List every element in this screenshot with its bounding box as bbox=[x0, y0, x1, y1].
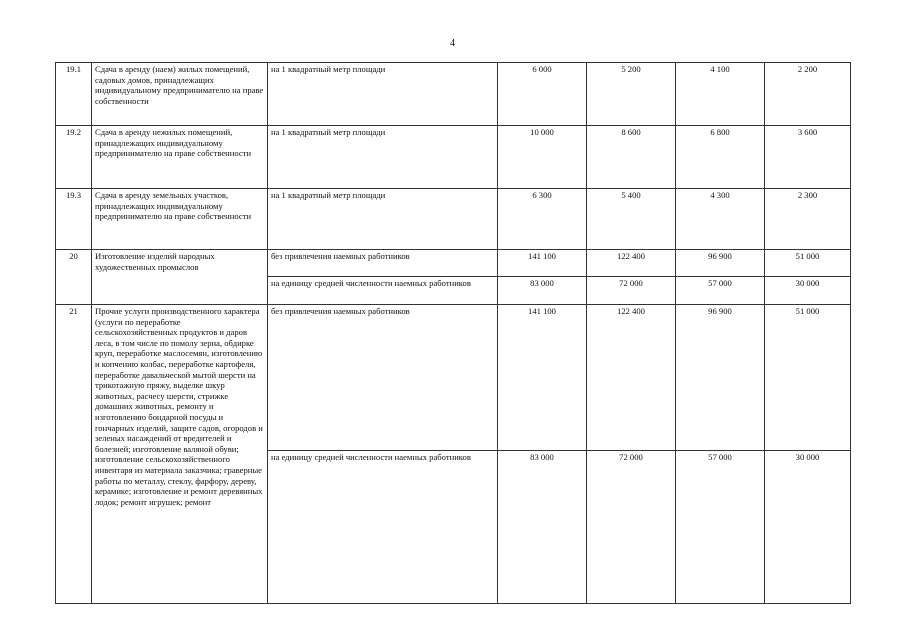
row-number: 20 bbox=[56, 250, 92, 305]
value-cell: 5 200 bbox=[587, 63, 676, 126]
value-cell: 4 300 bbox=[676, 189, 765, 250]
value-cell: 5 400 bbox=[587, 189, 676, 250]
calculation-basis: на единицу средней численности наемных работников bbox=[268, 277, 498, 305]
service-description: Прочие услуги производственного характера (услуги по переработке сельскохозяйственных продуктов и даров леса, в том числе по помолу зерна, обдирке круп, переработке маслосемян, изготовлению и копчению колбас, переработке картофеля, переработке давальческой мытой шерсти на трикотажную пряжу, выделке шкур животных, расчесу шерсти, стрижке домашних животных, ремонту и изготовлению бондарной посуды и гончарных изделий, защите садов, огородов и зеленых насаждений от вредителей и болезней; изготовление валяной обуви; изготовление сельскохозяйственного инвентаря из материала заказчика; граверные работы по металлу, стеклу, фарфору, дереву, керамике; изготовление и ремонт деревянных лодок; ремонт игрушек; ремонт bbox=[92, 305, 268, 604]
service-description: Сдача в аренду (наем) жилых помещений, садовых домов, принадлежащих индивидуальному предпринимателю на праве собственности bbox=[92, 63, 268, 126]
value-cell: 30 000 bbox=[765, 277, 851, 305]
value-cell: 72 000 bbox=[587, 451, 676, 604]
service-description: Сдача в аренду нежилых помещений, принадлежащих индивидуальному предпринимателю на праве собственности bbox=[92, 126, 268, 189]
calculation-basis: без привлечения наемных работников bbox=[268, 250, 498, 277]
value-cell: 6 300 bbox=[498, 189, 587, 250]
value-cell: 141 100 bbox=[498, 305, 587, 451]
value-cell: 51 000 bbox=[765, 250, 851, 277]
calculation-basis: на 1 квадратный метр площади bbox=[268, 63, 498, 126]
value-cell: 51 000 bbox=[765, 305, 851, 451]
calculation-basis: без привлечения наемных работников bbox=[268, 305, 498, 451]
value-cell: 141 100 bbox=[498, 250, 587, 277]
page-number: 4 bbox=[449, 38, 456, 49]
row-number: 19.3 bbox=[56, 189, 92, 250]
row-number: 19.2 bbox=[56, 126, 92, 189]
tax-rates-table bbox=[55, 62, 851, 604]
calculation-basis: на 1 квадратный метр площади bbox=[268, 189, 498, 250]
table-row bbox=[56, 189, 851, 250]
row-number: 21 bbox=[56, 305, 92, 604]
table-row bbox=[56, 250, 851, 277]
value-cell: 10 000 bbox=[498, 126, 587, 189]
table-row bbox=[56, 126, 851, 189]
service-description: Изготовление изделий народных художественных промыслов bbox=[92, 250, 268, 305]
value-cell: 6 800 bbox=[676, 126, 765, 189]
value-cell: 57 000 bbox=[676, 451, 765, 604]
value-cell: 4 100 bbox=[676, 63, 765, 126]
value-cell: 96 900 bbox=[676, 305, 765, 451]
value-cell: 83 000 bbox=[498, 451, 587, 604]
table-row bbox=[56, 305, 851, 451]
value-cell: 96 900 bbox=[676, 250, 765, 277]
table-row bbox=[56, 63, 851, 126]
value-cell: 83 000 bbox=[498, 277, 587, 305]
value-cell: 6 000 bbox=[498, 63, 587, 126]
service-description: Сдача в аренду земельных участков, принадлежащих индивидуальному предпринимателю на праве собственности bbox=[92, 189, 268, 250]
value-cell: 72 000 bbox=[587, 277, 676, 305]
value-cell: 2 200 bbox=[765, 63, 851, 126]
value-cell: 8 600 bbox=[587, 126, 676, 189]
calculation-basis: на единицу средней численности наемных работников bbox=[268, 451, 498, 604]
row-number: 19.1 bbox=[56, 63, 92, 126]
value-cell: 3 600 bbox=[765, 126, 851, 189]
value-cell: 57 000 bbox=[676, 277, 765, 305]
value-cell: 122 400 bbox=[587, 305, 676, 451]
value-cell: 2 300 bbox=[765, 189, 851, 250]
value-cell: 30 000 bbox=[765, 451, 851, 604]
calculation-basis: на 1 квадратный метр площади bbox=[268, 126, 498, 189]
value-cell: 122 400 bbox=[587, 250, 676, 277]
